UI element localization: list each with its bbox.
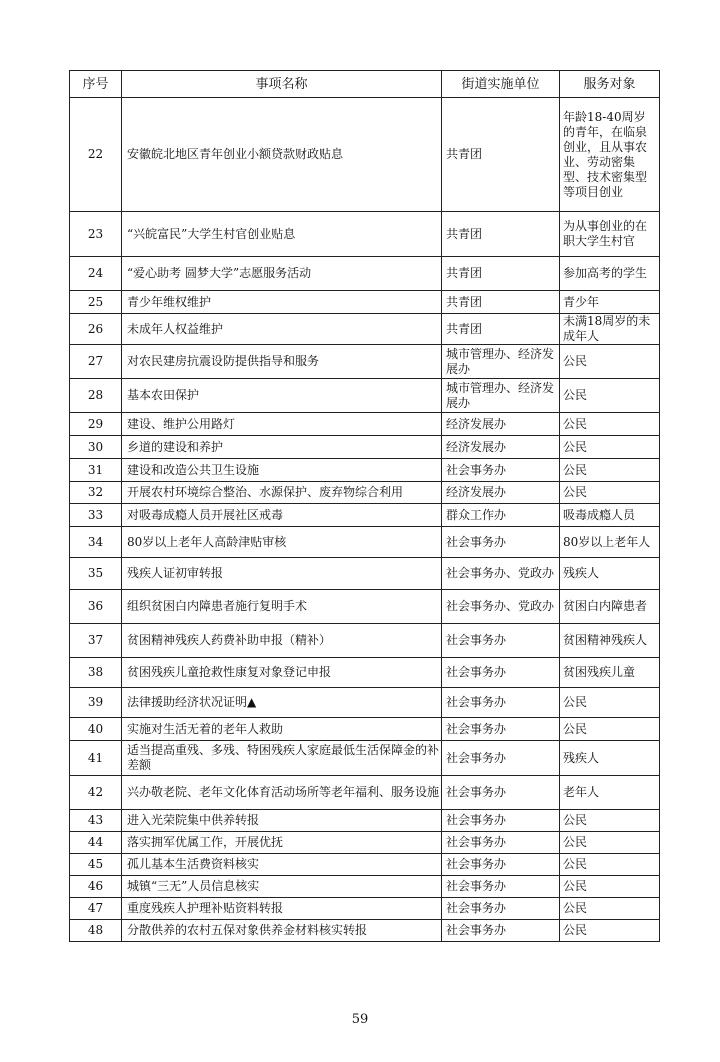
cell-serial-number: 46 <box>70 876 122 898</box>
cell-implementing-unit: 经济发展办 <box>442 436 560 459</box>
header-serial-number: 序号 <box>70 71 122 98</box>
cell-serial-number: 35 <box>70 558 122 590</box>
table-row <box>70 413 660 436</box>
cell-item-name: 贫困精神残疾人药费补助申报（精补） <box>122 624 442 658</box>
cell-item-name: 实施对生活无着的老年人救助 <box>122 718 442 741</box>
cell-serial-number: 42 <box>70 776 122 810</box>
cell-item-name: 80岁以上老年人高龄津贴审核 <box>122 527 442 558</box>
cell-item-name: 兴办敬老院、老年文化体育活动场所等老年福利、服务设施 <box>122 776 442 810</box>
cell-serial-number: 43 <box>70 810 122 832</box>
cell-item-name: 贫困残疾儿童抢救性康复对象登记申报 <box>122 658 442 688</box>
header-implementing-unit: 街道实施单位 <box>442 71 560 98</box>
table-row <box>70 482 660 504</box>
table-body <box>70 98 660 942</box>
cell-serial-number: 33 <box>70 504 122 527</box>
service-items-table <box>69 70 660 942</box>
cell-service-target: 公民 <box>560 810 660 832</box>
table-row <box>70 345 660 379</box>
table-row <box>70 658 660 688</box>
cell-serial-number: 38 <box>70 658 122 688</box>
cell-item-name: 分散供养的农村五保对象供养金材料核实转报 <box>122 920 442 942</box>
cell-implementing-unit: 城市管理办、经济发展办 <box>442 345 560 379</box>
cell-service-target: 公民 <box>560 413 660 436</box>
cell-implementing-unit: 社会事务办 <box>442 832 560 854</box>
cell-service-target: 参加高考的学生 <box>560 257 660 291</box>
cell-serial-number: 37 <box>70 624 122 658</box>
cell-item-name: 对吸毒成瘾人员开展社区戒毒 <box>122 504 442 527</box>
cell-service-target: 未满18周岁的未成年人 <box>560 314 660 345</box>
cell-serial-number: 24 <box>70 257 122 291</box>
cell-service-target: 吸毒成瘾人员 <box>560 504 660 527</box>
header-service-target: 服务对象 <box>560 71 660 98</box>
cell-serial-number: 48 <box>70 920 122 942</box>
cell-service-target: 贫困精神残疾人 <box>560 624 660 658</box>
cell-implementing-unit: 社会事务办 <box>442 688 560 718</box>
cell-service-target: 贫困白内障患者 <box>560 590 660 624</box>
cell-serial-number: 45 <box>70 854 122 876</box>
table-row <box>70 741 660 776</box>
cell-service-target: 公民 <box>560 718 660 741</box>
table-row <box>70 291 660 314</box>
cell-item-name: 未成年人权益维护 <box>122 314 442 345</box>
table-row <box>70 504 660 527</box>
table-row <box>70 436 660 459</box>
cell-item-name: 乡道的建设和养护 <box>122 436 442 459</box>
cell-serial-number: 25 <box>70 291 122 314</box>
cell-implementing-unit: 共青团 <box>442 291 560 314</box>
cell-item-name: 残疾人证初审转报 <box>122 558 442 590</box>
cell-service-target: 年龄18-40周岁的青年，在临泉创业，且从事农业、劳动密集型、技术密集型等项目创业 <box>560 98 660 212</box>
cell-serial-number: 41 <box>70 741 122 776</box>
cell-service-target: 青少年 <box>560 291 660 314</box>
table-row <box>70 558 660 590</box>
table-row <box>70 876 660 898</box>
cell-item-name: “兴皖富民”大学生村官创业贴息 <box>122 212 442 257</box>
cell-implementing-unit: 社会事务办 <box>442 741 560 776</box>
cell-serial-number: 36 <box>70 590 122 624</box>
cell-serial-number: 27 <box>70 345 122 379</box>
cell-item-name: 对农民建房抗震设防提供指导和服务 <box>122 345 442 379</box>
table-row <box>70 212 660 257</box>
cell-implementing-unit: 共青团 <box>442 98 560 212</box>
table-row <box>70 688 660 718</box>
cell-service-target: 残疾人 <box>560 741 660 776</box>
cell-implementing-unit: 社会事务办 <box>442 718 560 741</box>
cell-service-target: 公民 <box>560 482 660 504</box>
cell-implementing-unit: 共青团 <box>442 212 560 257</box>
cell-item-name: 法律援助经济状况证明▲ <box>122 688 442 718</box>
cell-implementing-unit: 共青团 <box>442 314 560 345</box>
cell-item-name: 城镇“三无”人员信息核实 <box>122 876 442 898</box>
table-row <box>70 776 660 810</box>
cell-implementing-unit: 社会事务办、党政办 <box>442 590 560 624</box>
cell-implementing-unit: 社会事务办 <box>442 898 560 920</box>
cell-serial-number: 31 <box>70 459 122 482</box>
cell-implementing-unit: 经济发展办 <box>442 482 560 504</box>
cell-implementing-unit: 城市管理办、经济发展办 <box>442 379 560 413</box>
cell-implementing-unit: 社会事务办 <box>442 527 560 558</box>
table-row <box>70 898 660 920</box>
table-row <box>70 854 660 876</box>
cell-item-name: 基本农田保护 <box>122 379 442 413</box>
cell-implementing-unit: 社会事务办、党政办 <box>442 558 560 590</box>
cell-serial-number: 22 <box>70 98 122 212</box>
cell-serial-number: 32 <box>70 482 122 504</box>
cell-service-target: 公民 <box>560 920 660 942</box>
cell-service-target: 公民 <box>560 898 660 920</box>
cell-serial-number: 44 <box>70 832 122 854</box>
table-row <box>70 590 660 624</box>
table-row <box>70 527 660 558</box>
cell-serial-number: 30 <box>70 436 122 459</box>
cell-service-target: 贫困残疾儿童 <box>560 658 660 688</box>
cell-serial-number: 29 <box>70 413 122 436</box>
cell-implementing-unit: 社会事务办 <box>442 876 560 898</box>
cell-implementing-unit: 社会事务办 <box>442 776 560 810</box>
cell-item-name: 青少年维权维护 <box>122 291 442 314</box>
cell-serial-number: 28 <box>70 379 122 413</box>
cell-implementing-unit: 社会事务办 <box>442 920 560 942</box>
cell-implementing-unit: 社会事务办 <box>442 459 560 482</box>
cell-item-name: “爱心助考 圆梦大学”志愿服务活动 <box>122 257 442 291</box>
header-item-name: 事项名称 <box>122 71 442 98</box>
cell-implementing-unit: 共青团 <box>442 257 560 291</box>
cell-service-target: 老年人 <box>560 776 660 810</box>
table-row <box>70 98 660 212</box>
table-row <box>70 257 660 291</box>
cell-service-target: 残疾人 <box>560 558 660 590</box>
table-row <box>70 459 660 482</box>
table-row <box>70 832 660 854</box>
cell-item-name: 适当提高重残、多残、特困残疾人家庭最低生活保障金的补差额 <box>122 741 442 776</box>
cell-implementing-unit: 社会事务办 <box>442 658 560 688</box>
cell-serial-number: 26 <box>70 314 122 345</box>
table-row <box>70 920 660 942</box>
cell-service-target: 80岁以上老年人 <box>560 527 660 558</box>
cell-service-target: 公民 <box>560 459 660 482</box>
cell-service-target: 公民 <box>560 854 660 876</box>
cell-serial-number: 40 <box>70 718 122 741</box>
cell-service-target: 公民 <box>560 876 660 898</box>
table-row <box>70 810 660 832</box>
table-row <box>70 718 660 741</box>
cell-item-name: 开展农村环境综合整治、水源保护、废弃物综合利用 <box>122 482 442 504</box>
cell-item-name: 进入光荣院集中供养转报 <box>122 810 442 832</box>
cell-serial-number: 34 <box>70 527 122 558</box>
table-row <box>70 379 660 413</box>
cell-serial-number: 47 <box>70 898 122 920</box>
table-row <box>70 624 660 658</box>
cell-implementing-unit: 经济发展办 <box>442 413 560 436</box>
cell-item-name: 安徽皖北地区青年创业小额贷款财政贴息 <box>122 98 442 212</box>
cell-item-name: 落实拥军优属工作，开展优抚 <box>122 832 442 854</box>
cell-item-name: 孤儿基本生活费资料核实 <box>122 854 442 876</box>
cell-item-name: 重度残疾人护理补贴资料转报 <box>122 898 442 920</box>
table-header-row <box>70 71 660 98</box>
cell-item-name: 建设、维护公用路灯 <box>122 413 442 436</box>
cell-item-name: 建设和改造公共卫生设施 <box>122 459 442 482</box>
cell-serial-number: 23 <box>70 212 122 257</box>
table-row <box>70 314 660 345</box>
cell-implementing-unit: 群众工作办 <box>442 504 560 527</box>
cell-service-target: 公民 <box>560 379 660 413</box>
cell-service-target: 公民 <box>560 832 660 854</box>
cell-implementing-unit: 社会事务办 <box>442 854 560 876</box>
cell-service-target: 公民 <box>560 436 660 459</box>
cell-serial-number: 39 <box>70 688 122 718</box>
cell-service-target: 公民 <box>560 345 660 379</box>
cell-service-target: 为从事创业的在职大学生村官 <box>560 212 660 257</box>
cell-item-name: 组织贫困白内障患者施行复明手术 <box>122 590 442 624</box>
page-number: 59 <box>351 1012 369 1027</box>
cell-service-target: 公民 <box>560 688 660 718</box>
cell-implementing-unit: 社会事务办 <box>442 624 560 658</box>
cell-implementing-unit: 社会事务办 <box>442 810 560 832</box>
